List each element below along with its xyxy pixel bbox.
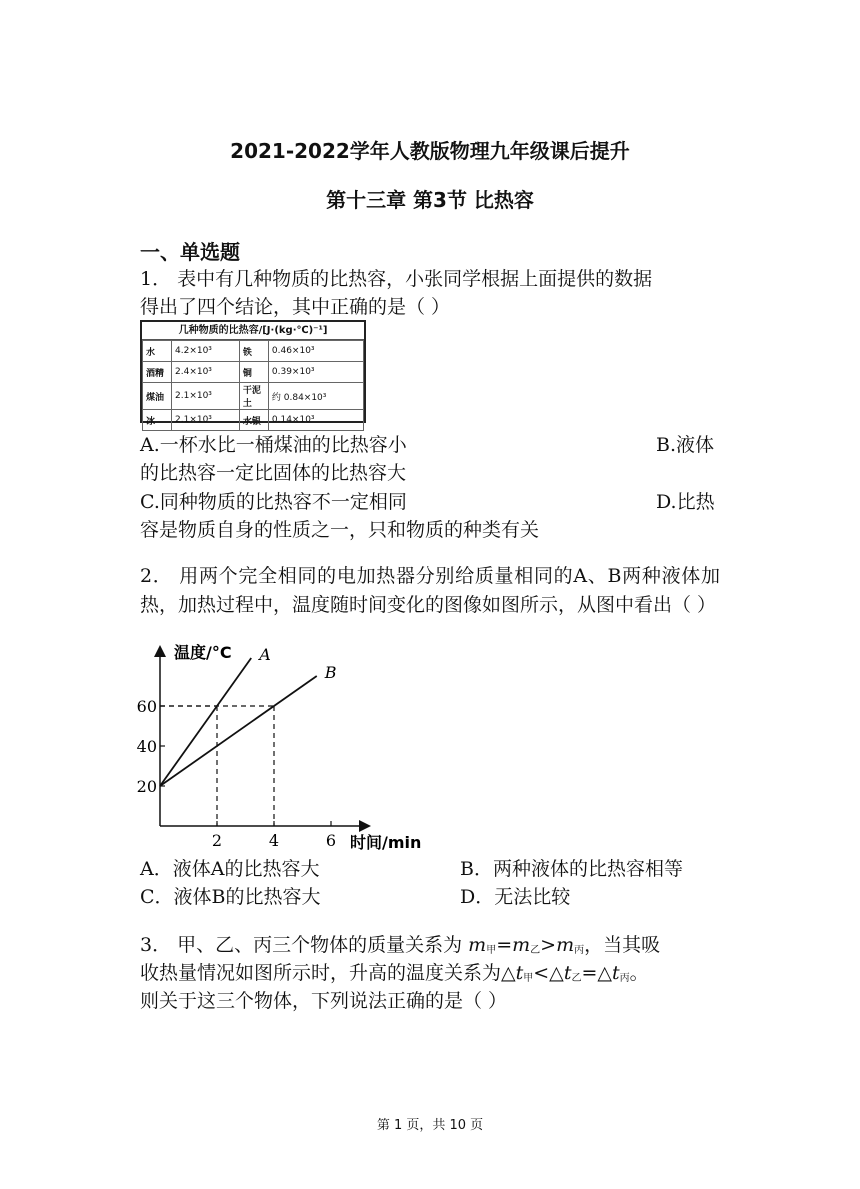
specific-heat-value: 2.1×10³ [172,383,240,410]
mass-symbol: m [556,934,575,956]
specific-heat-value: 约 0.84×10³ [268,383,363,410]
q1-stem-line2: 得出了四个结论，其中正确的是（ ） [140,296,451,318]
eq-sign: = [496,934,513,956]
specific-heat-table [140,320,366,427]
substance-name: 水 [143,341,172,362]
sub-bing: 丙 [574,945,585,956]
sub-jia: 甲 [523,973,534,984]
series-label-b: B [324,663,337,682]
section-heading: 一、单选题 [140,240,240,264]
q3-stem-line1 [140,930,660,957]
t-symbol: t [612,962,620,984]
q1-option-a[interactable]: A.一杯水比一桶煤油的比热容小 [140,434,407,456]
q2-option-a[interactable]: A．液体A的比热容大 [140,858,320,880]
eq-sign: =△ [581,962,612,984]
y-tick-label: 60 [136,697,157,716]
sub-jia: 甲 [486,945,497,956]
table-caption: 几种物质的比热容/[J·(kg·℃)⁻¹] [142,322,364,340]
substance-name: 煤油 [143,383,172,410]
specific-heat-value: 0.14×10³ [268,410,363,431]
t-symbol: t [563,962,572,984]
sub-bing: 丙 [619,973,630,984]
q3-text: 收热量情况如图所示时，升高的温度关系为△ [140,962,516,984]
substance-name: 水银 [239,410,268,431]
specific-heat-value: 4.2×10³ [172,341,240,362]
t-symbol: t [515,962,524,984]
q1-option-d-continued: 容是物质自身的性质之一，只和物质的种类有关 [140,519,540,541]
substance-name: 铜 [239,362,268,383]
mass-symbol: m [468,934,487,956]
q2-option-b[interactable]: B．两种液体的比热容相等 [460,858,683,880]
y-tick-label: 20 [136,777,157,796]
table-row [143,383,364,410]
x-tick-label: 4 [268,831,280,850]
y-tick-label: 40 [136,737,157,756]
q3-text: ，当其吸 [584,934,661,956]
series-line-a [160,658,251,786]
specific-heat-value: 2.4×10³ [172,362,240,383]
table-row [143,362,364,383]
series-label-a: A [259,645,271,664]
substance-name: 冰 [143,410,172,431]
q1-option-b-continued: 的比热容一定比固体的比热容大 [140,462,407,484]
substance-name: 铁 [239,341,268,362]
x-tick-label: 2 [211,831,223,850]
q1-option-b[interactable]: B.液体 [656,434,715,456]
q3-text: 3． 甲、乙、丙三个物体的质量关系为 [140,934,469,956]
specific-heat-value: 0.46×10³ [268,341,363,362]
q2-option-d[interactable]: D．无法比较 [460,886,571,908]
chapter-subtitle: 第十三章 第3节 比热容 [326,188,534,212]
q3-stem-line2 [140,958,649,985]
specific-heat-value: 2.1×10³ [172,410,240,431]
q1-option-c[interactable]: C.同种物质的比热容不一定相同 [140,491,407,513]
y-axis-label: 温度/°C [174,643,232,662]
table-row [143,341,364,362]
q1-option-d[interactable]: D.比热 [656,491,715,513]
gt-sign: > [540,934,557,956]
x-axis-label: 时间/min [350,833,422,852]
document-title: 2021-2022学年人教版物理九年级课后提升 [230,139,630,163]
q2-stem: 2． 用两个完全相同的电加热器分别给质量相同的A、B两种液体加热，加热过程中，温度随时间变化的图像如图所示，从图中看出（ ） [140,565,720,616]
q2-option-c[interactable]: C．液体B的比热容大 [140,886,321,908]
q3-text: 。 [629,962,649,984]
q3-stem-line3: 则关于这三个物体，下列说法正确的是（ ） [140,990,508,1012]
specific-heat-value: 0.39×10³ [268,362,363,383]
mass-symbol: m [512,934,531,956]
table-body [142,340,364,431]
series-line-b [160,676,317,786]
sub-yi: 乙 [571,973,582,984]
temperature-time-chart [136,638,440,853]
q1-stem-line1: 1． 表中有几种物质的比热容，小张同学根据上面提供的数据 [140,268,653,290]
lt-sign: <△ [533,962,564,984]
table-row [143,410,364,431]
x-tick-label: 6 [325,831,337,850]
page-footer: 第 1 页，共 10 页 [376,1118,484,1133]
substance-name: 酒精 [143,362,172,383]
substance-name: 干泥土 [239,383,268,410]
sub-yi: 乙 [530,945,541,956]
